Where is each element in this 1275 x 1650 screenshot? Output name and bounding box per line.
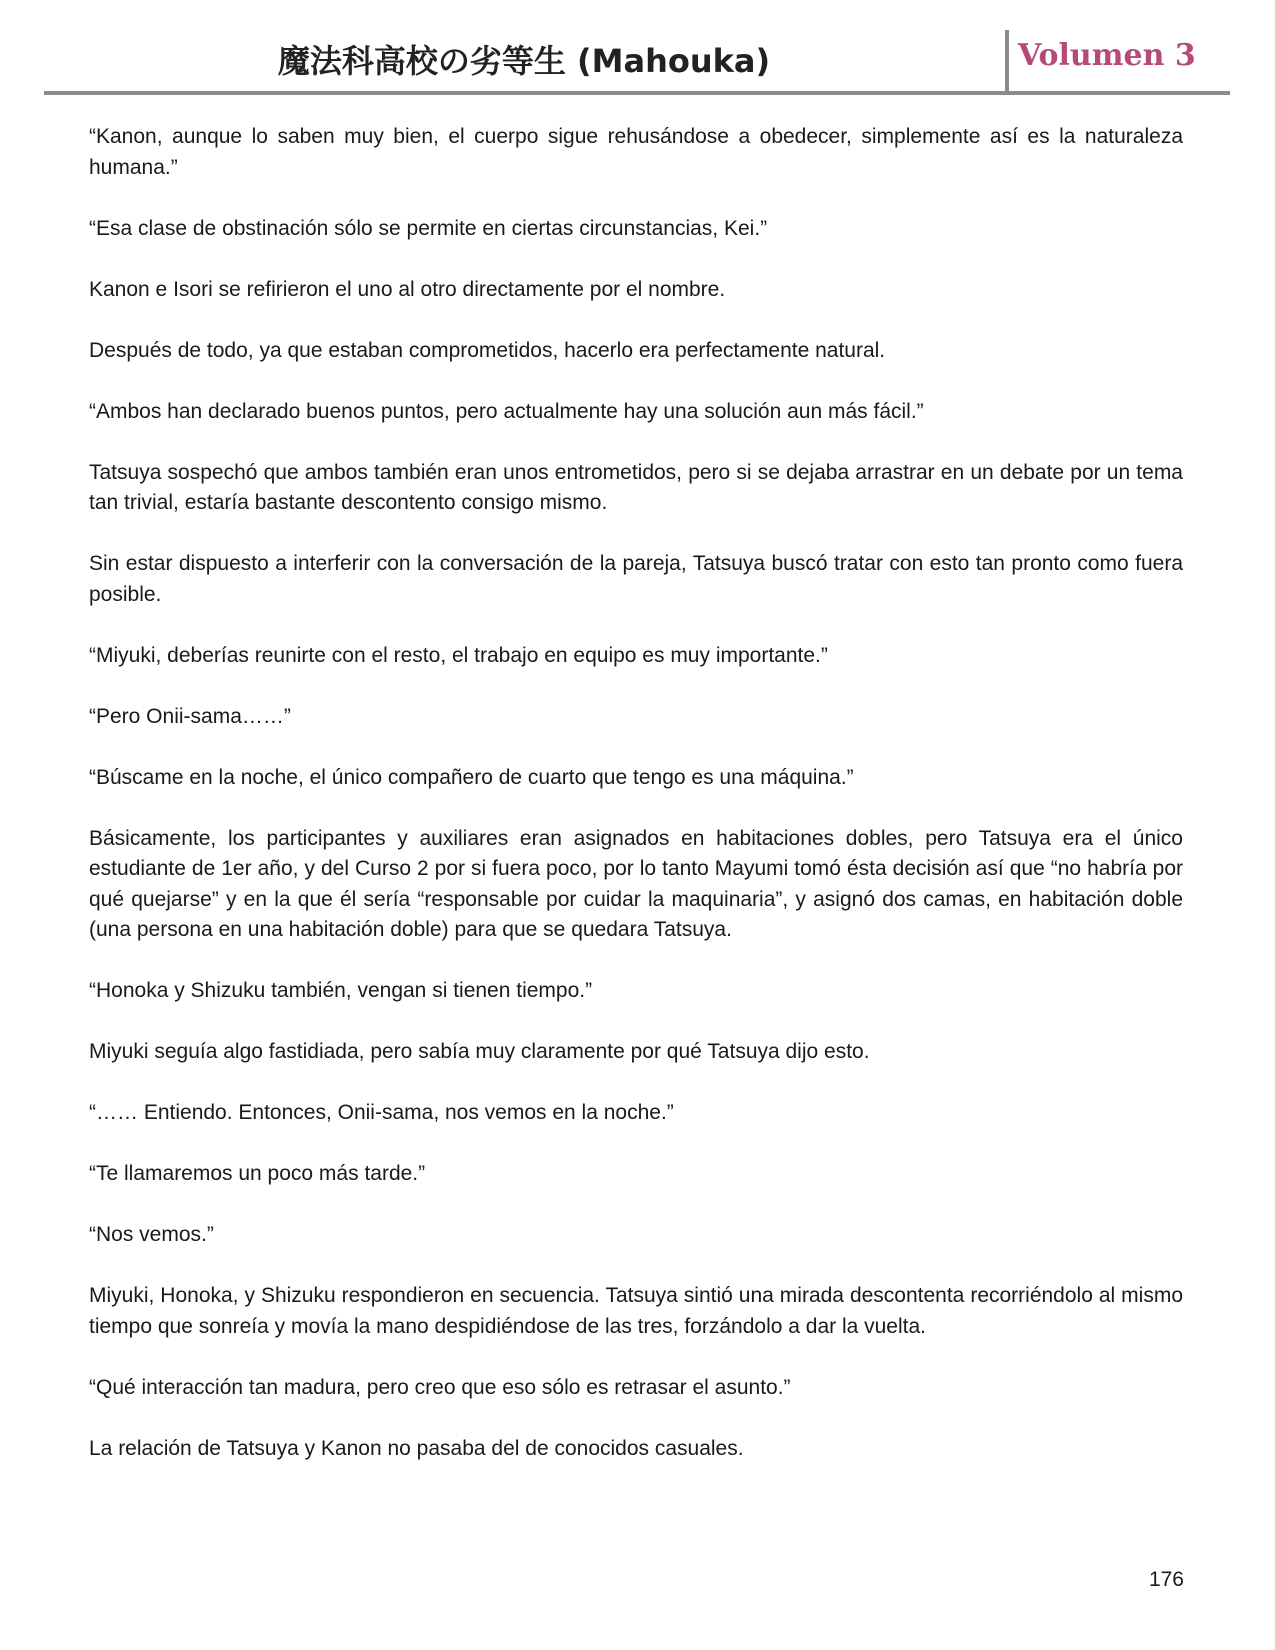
paragraph: Sin estar dispuesto a interferir con la conversación de la pareja, Tatsuya buscó tratar con esto tan pronto como fuera posible. bbox=[89, 552, 1183, 606]
header-divider-vertical bbox=[1005, 30, 1009, 92]
page-body bbox=[89, 122, 1183, 1495]
paragraph: Miyuki seguía algo fastidiada, pero sabía muy claramente por qué Tatsuya dijo esto. bbox=[89, 1040, 870, 1063]
paragraph: Kanon e Isori se refirieron el uno al otro directamente por el nombre. bbox=[89, 277, 726, 301]
paragraph: “Qué interacción tan madura, pero creo que eso sólo es retrasar el asunto.” bbox=[89, 1375, 791, 1399]
header-rule bbox=[44, 91, 1230, 95]
paragraph: “Búscame en la noche, el único compañero de cuarto que tengo es una máquina.” bbox=[89, 765, 854, 789]
paragraph: “…… Entiendo. Entonces, Onii-sama, nos vemos en la noche.” bbox=[89, 1101, 674, 1124]
page-header bbox=[0, 0, 1275, 100]
paragraph: Miyuki, Honoka, y Shizuku respondieron en secuencia. Tatsuya sintió una mirada descontenta recorriéndolo al mismo tiempo que sonreía y movía la mano despidiéndose de las tres, forzándolo a dar la vuelta. bbox=[89, 1284, 1183, 1338]
page-number: 176 bbox=[1148, 1568, 1184, 1591]
paragraph: Básicamente, los participantes y auxiliares eran asignados en habitaciones dobles, pero Tatsuya era el único estudiante de 1er año, y del Curso 2 por si fuera poco, por lo tanto Mayumi tomó ésta decisión así que “no habría por qué quejarse” y en la que él sería “responsable por cuidar la maquinaria”, y asignó dos camas, en habitación doble (una persona en una habitación doble) para que se quedara Tatsuya. bbox=[89, 826, 1183, 941]
paragraph: “Te llamaremos un poco más tarde.” bbox=[89, 1162, 426, 1185]
volume-label: Volumen 3 bbox=[1018, 38, 1196, 73]
paragraph: “Pero Onii-sama……” bbox=[89, 704, 291, 728]
paragraph: Después de todo, ya que estaban comprometidos, hacerlo era perfectamente natural. bbox=[89, 338, 886, 362]
book-title: 魔法科高校の劣等生 (Mahouka) bbox=[277, 42, 771, 80]
paragraph: Tatsuya sospechó que ambos también eran unos entrometidos, pero si se dejaba arrastrar en un debate por un tema tan trivial, estaría bastante descontento consigo mismo. bbox=[89, 460, 1183, 514]
paragraph: “Ambos han declarado buenos puntos, pero actualmente hay una solución aun más fácil.” bbox=[89, 399, 924, 423]
paragraph: “Kanon, aunque lo saben muy bien, el cuerpo sigue rehusándose a obedecer, simplemente así es la naturaleza humana.” bbox=[89, 125, 1183, 179]
paragraph: “Nos vemos.” bbox=[89, 1223, 214, 1246]
paragraph: “Esa clase de obstinación sólo se permite en ciertas circunstancias, Kei.” bbox=[89, 216, 768, 240]
paragraph: “Miyuki, deberías reunirte con el resto, el trabajo en equipo es muy importante.” bbox=[89, 643, 828, 667]
paragraph: “Honoka y Shizuku también, vengan si tienen tiempo.” bbox=[89, 979, 593, 1002]
paragraph: La relación de Tatsuya y Kanon no pasaba del de conocidos casuales. bbox=[89, 1436, 744, 1460]
